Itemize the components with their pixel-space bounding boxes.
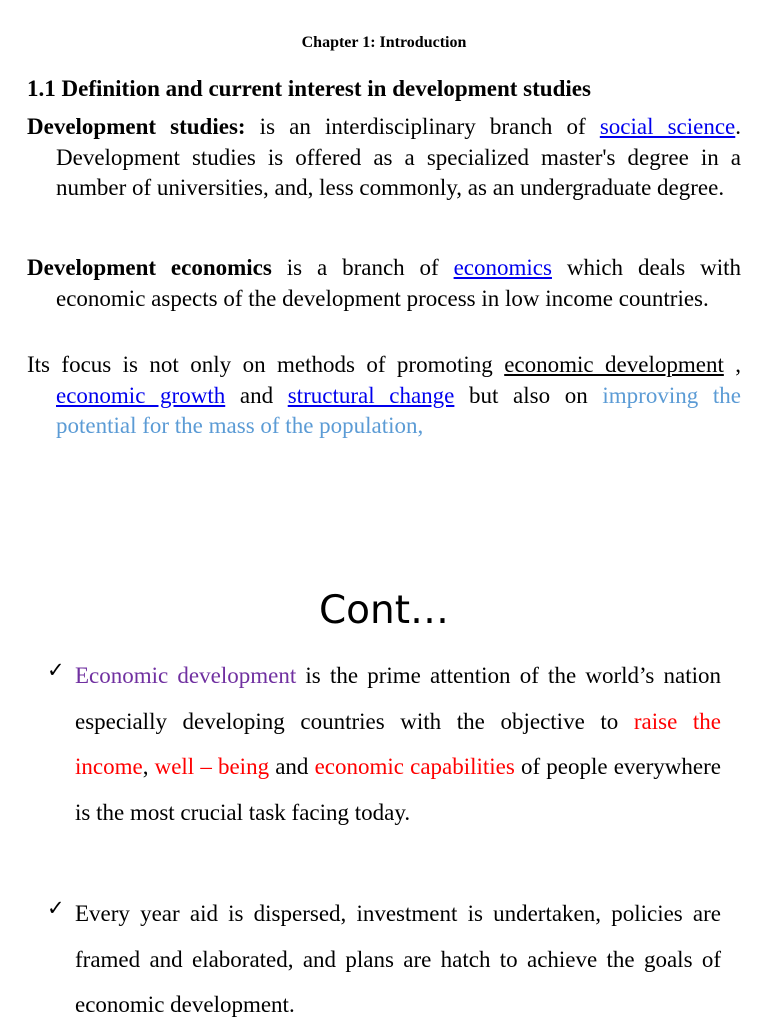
section-heading: 1.1 Definition and current interest in development studies (27, 76, 591, 101)
link-economic-growth[interactable]: economic growth (56, 382, 226, 408)
paragraph-development-economics (27, 253, 741, 314)
term-development-economics: Development economics (27, 255, 272, 280)
paragraph-development-studies (27, 112, 741, 204)
highlight-economic-capabilities: economic capabilities (314, 754, 515, 779)
checkmark-icon: ✓ (47, 896, 65, 920)
paragraph3-text-d: but also on (454, 382, 603, 408)
paragraph-focus (27, 350, 741, 442)
link-economic-development[interactable]: economic development (504, 352, 724, 377)
highlight-economic-development: Economic development (75, 663, 297, 688)
paragraph3-text-c: and (225, 382, 288, 408)
chapter-title: Chapter 1: Introduction (301, 34, 467, 51)
bullet1-text-c: and (269, 754, 315, 779)
bullet1-text-a: is the prime attention of the world’s nation especially developing countries with the objective to (75, 663, 722, 734)
term-development-studies: Development studies: (27, 114, 246, 139)
highlight-well-being: well – being (154, 754, 270, 779)
paragraph1-text-a: is an interdisciplinary branch of (245, 114, 600, 139)
paragraph2-text-a: is a branch of (271, 255, 454, 280)
paragraph2-text-b: which deals with economic aspects of the development process in low income countries. (56, 255, 741, 311)
cont-title: Cont… (318, 588, 450, 633)
bullet-aid-investment: Every year aid is dispersed, investment is undertaken, policies are framed and elaborated, and plans are hatch to achieve the goals of economic development. (75, 901, 721, 1017)
link-economics[interactable]: economics (453, 255, 552, 280)
checkmark-icon: ✓ (47, 658, 65, 682)
link-social-science[interactable]: social science (599, 114, 736, 139)
bullet1-text-d: of people everywhere is the most crucial task facing today. (75, 754, 721, 825)
paragraph1-text-b: . Development studies is offered as a specialized master's degree in a number of universities, and, less commonly, as an undergraduate degree. (56, 114, 742, 200)
paragraph3-text-a: Its focus is not only on methods of promoting (27, 352, 505, 377)
highlight-raise-income: raise the income (75, 708, 721, 779)
bullet1-text-b: , (142, 754, 155, 779)
paragraph3-text-b: , (723, 352, 742, 377)
bullet-economic-development (75, 653, 721, 835)
link-structural-change[interactable]: structural change (287, 382, 455, 408)
highlight-improving-potential: improving the potential for the mass of the population, (56, 382, 741, 438)
